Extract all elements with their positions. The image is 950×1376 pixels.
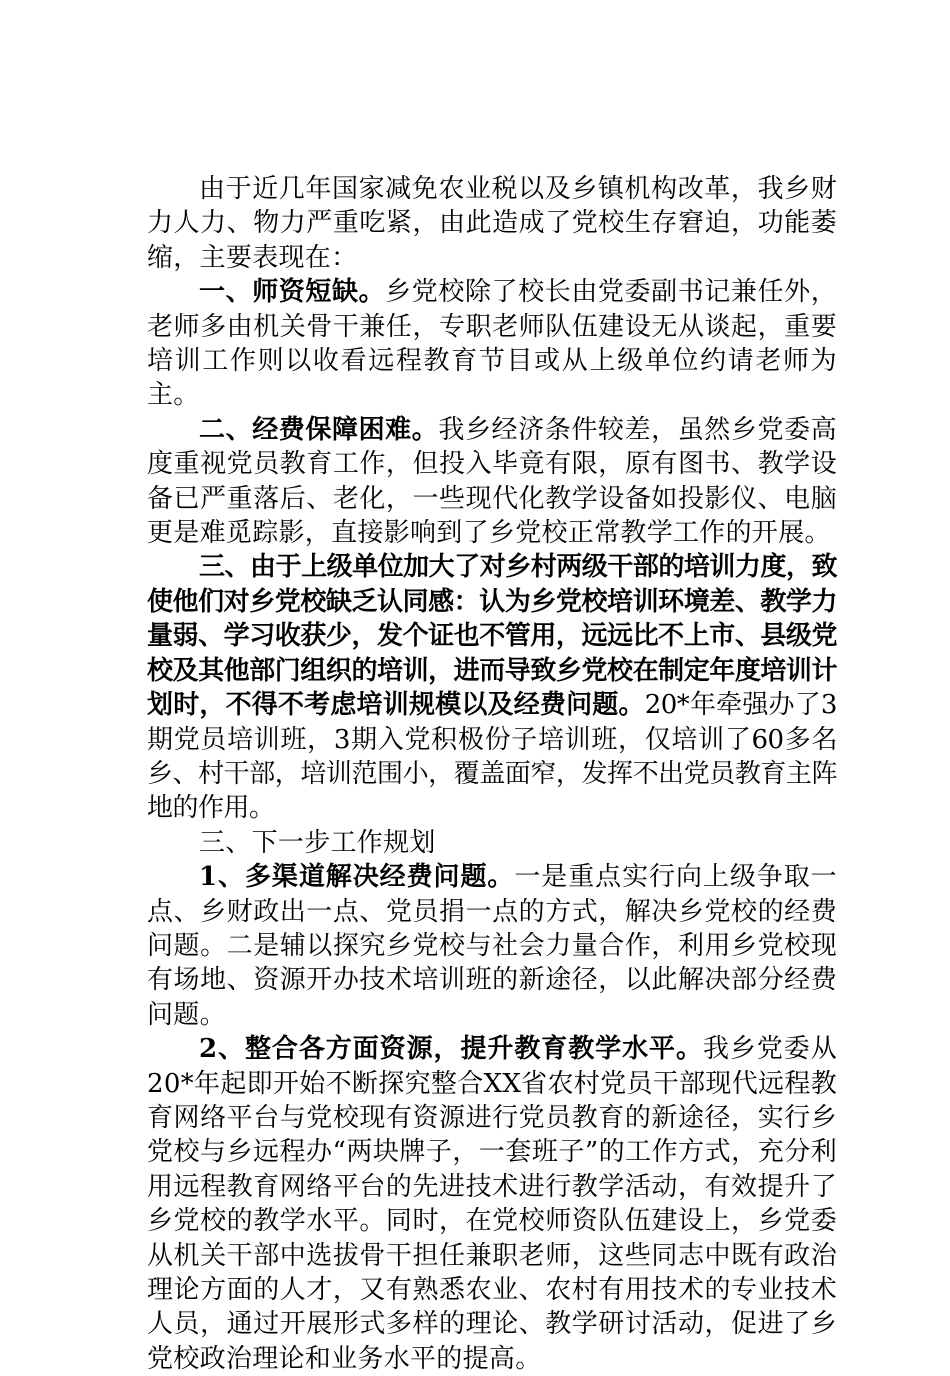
paragraph-lead: 二、经费保障困难。	[199, 414, 439, 445]
paragraph-intro	[147, 172, 837, 275]
paragraph-lead: 1、多渠道解决经费问题。	[199, 862, 515, 893]
paragraph-funding-difficulty	[147, 413, 837, 551]
paragraph-teacher-shortage	[147, 275, 837, 413]
paragraph-text: 我乡经济条件较差，虽然乡党委高度重视党员教育工作，但投入毕竟有限，原有图书、教学设备已严重落后、老化，一些现代化教学设备如投影仪、电脑更是难觅踪影，直接影响到了乡党校正常教学工作的开展。	[147, 414, 837, 549]
paragraph-text: 乡党校除了校长由党委副书记兼任外，老师多由机关骨干兼任，专职老师队伍建设无从谈起，重要培训工作则以收看远程教育节目或从上级单位约请老师为主。	[147, 277, 837, 411]
document-page	[147, 172, 837, 1376]
paragraph-funding-channels	[147, 860, 837, 1032]
section-heading-next-steps	[147, 826, 837, 860]
paragraph-text: 三、下一步工作规划	[199, 827, 436, 858]
paragraph-resource-integration	[147, 1032, 837, 1376]
paragraph-text: 一是重点实行向上级争取一点、乡财政出一点、党员捐一点的方式，解决乡党校的经费问题。二是辅以探究乡党校与社会力量合作，利用乡党校现有场地、资源开办技术培训班的新途径，以此解决部分经费问题。	[147, 862, 837, 1030]
paragraph-text: 由于近几年国家减免农业税以及乡镇机构改革，我乡财力人力、物力严重吃紧，由此造成了党校生存窘迫，功能萎缩，主要表现在：	[147, 174, 837, 273]
paragraph-lead: 一、师资短缺。	[199, 277, 386, 308]
paragraph-lead: 2、整合各方面资源，提升教育教学水平。	[199, 1034, 703, 1065]
paragraph-text: 20*年牵强办了3期党员培训班，3期入党积极份子培训班，仅培训了60多名乡、村干部，培训范围小，覆盖面窄，发挥不出党员教育主阵地的作用。	[147, 690, 837, 824]
paragraph-text: 我乡党委从20*年起即开始不断探究整合XX省农村党员干部现代远程教育网络平台与党校现有资源进行党员教育的新途径，实行乡党校与乡远程办“两块牌子，一套班子”的工作方式，充分利用远程教育网络平台的先进技术进行教学活动，有效提升了乡党校的教学水平。同时，在党校师资队伍建设上，乡党委从机关干部中选拔骨干担任兼职老师，这些同志中既有政治理论方面的人才，又有熟悉农业、农村有用技术的专业技术人员，通过开展形式多样的理论、教学研讨活动，促进了乡党校政治理论和业务水平的提高。	[147, 1034, 837, 1374]
paragraph-training-recognition	[147, 550, 837, 825]
paragraph-lead: 三、由于上级单位加大了对乡村两级干部的培训力度，致使他们对乡党校缺乏认同感：认为乡党校培训环境差、教学力量弱、学习收获少，发个证也不管用，远远比不上市、县级党校及其他部门组织的培训，进而导致乡党校在制定年度培训计划时，不得不考虑培训规模以及经费问题。	[147, 552, 837, 721]
